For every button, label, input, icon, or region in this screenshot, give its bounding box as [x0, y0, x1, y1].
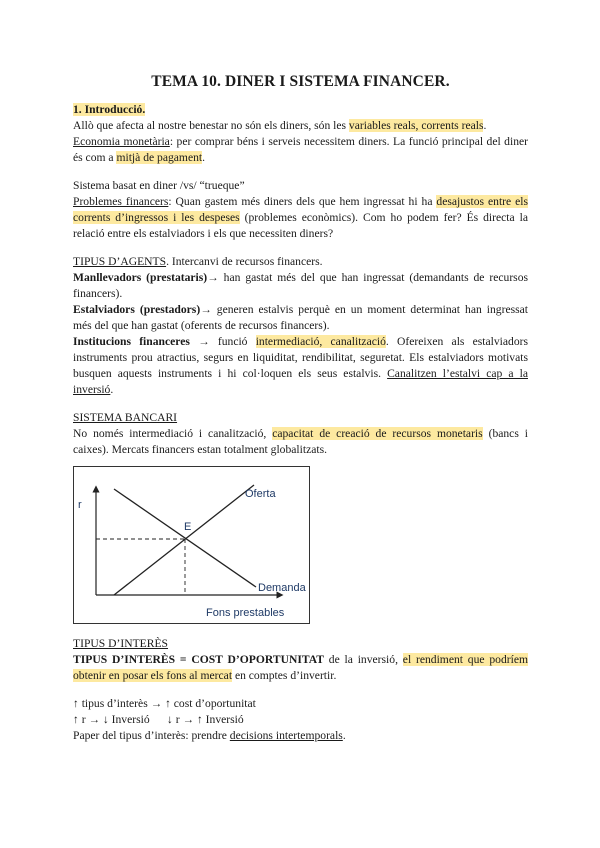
loanable-funds-graph [73, 466, 310, 624]
bank-paragraph [73, 426, 528, 458]
intro-text: : Quan gastem més diners dels que hem ingressat hi ha [168, 195, 437, 208]
highlight-real-variables: variables reals, corrents reals [348, 119, 484, 132]
intro-text: Allò que afecta al nostre benestar no són els diners, són les [73, 119, 349, 132]
interest-heading-line [73, 636, 528, 652]
agents-heading-line [73, 254, 528, 270]
interest-definition [73, 652, 528, 684]
agents-heading: TIPUS D’AGENTS [73, 255, 167, 268]
borrowers-text: → han gastat més del que han ingressat (demandants de recursos financers). [73, 271, 528, 300]
bank-text: (bancs i caixes). Mercats financers estan totalment globalitzats. [73, 427, 528, 456]
institutions-text: . Ofereixen als estalviadors instruments prou atractius, segurs en liquiditat, rendibilitat, seguretat. Els estalviadors motivats busquen aquests instruments i hi col·loquen els seus estalvis. [73, 335, 528, 380]
highlight-intermediation: intermediació, canalització [255, 335, 386, 348]
intertemporal-decisions-term: decisions intertemporals [229, 729, 343, 742]
savers-paragraph [73, 302, 528, 334]
borrowers-paragraph [73, 270, 528, 302]
interest-line-2: ↑ r → ↓ Inversió ↓ r → ↑ Inversió [73, 713, 244, 726]
intro-text: (problemes econòmics). Com ho podem fer? És directa la relació entre els estalviadors i els que necessiten diners? [73, 211, 528, 240]
monetary-economy-term: Economia monetària [73, 135, 170, 148]
interest-text: en comptes d’invertir. [232, 669, 337, 682]
highlight-return: el rendiment que podríem obtenir en posar els fons al mercat [73, 653, 528, 682]
bank-heading-line [73, 410, 528, 426]
highlight-money-creation: capacitat de creació de recursos monetaris [272, 427, 483, 440]
highlight-mismatch: desajustos entre els corrents d’ingressos i les despeses [73, 195, 528, 224]
intro-text: : per comprar béns i serveis necessitem diners. La funció principal del diner és com a [73, 135, 528, 164]
agents-heading-rest: . Intercanvi de recursos financers. [166, 255, 323, 268]
demand-curve [114, 489, 256, 587]
equilibrium-label: E [184, 521, 192, 533]
institutions-text: . [110, 383, 114, 396]
interest-line-1: ↑ tipus d’interès → ↑ cost d’oportunitat [73, 697, 256, 710]
interest-line-3 [73, 728, 528, 744]
channel-savings-term: Canalitzen l’estalvi cap a la inversió [73, 367, 528, 396]
interest-heading: TIPUS D’INTERÈS [73, 637, 169, 650]
intro-paragraph-3: Sistema basat en diner /vs/ “trueque” [73, 179, 245, 192]
interest-text: . [342, 729, 346, 742]
institutions-paragraph [73, 334, 528, 398]
interest-definition-term: TIPUS D’INTERÈS = COST D’OPORTUNITAT [73, 653, 324, 666]
document-page [73, 74, 528, 744]
supply-curve [114, 485, 254, 595]
bank-text: No només intermediació i canalització, [73, 427, 273, 440]
savers-text: → generen estalvis perquè en un moment determinat han ingressat més del que han gastat (oferents de recursos financers). [73, 303, 528, 332]
institutions-term: Institucions financeres [73, 335, 190, 348]
intro-text: . [483, 119, 487, 132]
intro-paragraph-4 [73, 194, 528, 242]
intro-text: . [202, 151, 206, 164]
institutions-text: → funció [189, 335, 256, 348]
savers-term: Estalviadors (prestadors) [73, 303, 201, 316]
financial-problems-term: Problemes financers [73, 195, 169, 208]
supply-label: Oferta [245, 488, 276, 500]
bank-heading: SISTEMA BANCARI [73, 411, 178, 424]
demand-label: Demanda [258, 582, 306, 594]
x-axis-label: Fons prestables [206, 607, 285, 619]
intro-paragraph-2 [73, 134, 528, 166]
intro-heading-line [73, 102, 528, 118]
borrowers-term: Manllevadors (prestataris) [73, 271, 208, 284]
intro-paragraph-1 [73, 118, 528, 134]
document-title: TEMA 10. DINER I SISTEMA FINANCER. [151, 73, 450, 90]
y-axis-label: r [78, 499, 82, 511]
highlight-means-of-payment: mitjà de pagament [116, 151, 203, 164]
interest-text: Paper del tipus d’interès: prendre [73, 729, 230, 742]
interest-text: de la inversió, [323, 653, 403, 666]
intro-heading: 1. Introducció. [73, 103, 146, 116]
